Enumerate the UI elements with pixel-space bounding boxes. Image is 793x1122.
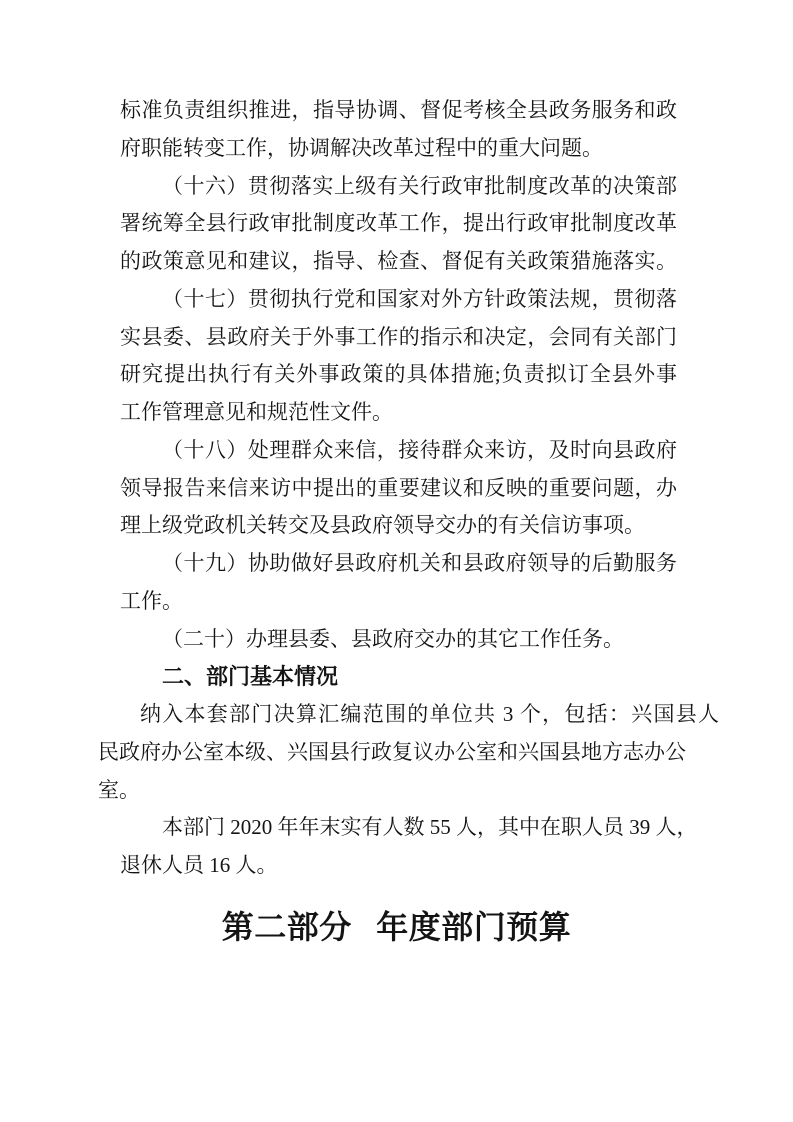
text-line: 的政策意见和建议，指导、检查、督促有关政策猎施落实。 <box>120 249 677 273</box>
text-line: （十九）协助做好县政府机关和县政府领导的后勤服务 <box>162 551 677 575</box>
document-body <box>98 92 719 885</box>
text-line: 署统筹全县行政审批制度改革工作，提出行政审批制度改革 <box>120 211 677 236</box>
text-line: （十八）处理群众来信，接待群众来访，及时向县政府 <box>162 437 677 462</box>
text-line: 室。 <box>98 777 140 802</box>
text-line: （二十）办理县委、县政府交办的其它工作任务。 <box>162 626 624 651</box>
text-line: 工作管理意见和规范性文件。 <box>120 400 393 424</box>
text-line: 工作。 <box>120 588 183 613</box>
text-line: 府职能转变工作，协调解决改革过程中的重大问题。 <box>120 135 603 160</box>
section-heading: 二、部门基本情况 <box>162 664 339 690</box>
text-line: 纳入本套部门决算汇编范围的单位共 3 个，包括：兴国县人 <box>140 702 719 726</box>
text-line: 民政府办公室本级、兴国县行政复议办公室和兴国县地方志办公 <box>98 739 686 764</box>
text-line: 研究提出执行有关外事政策的具体措施;负责拟订全县外事 <box>120 362 677 387</box>
text-line: 实县委、县政府关于外事工作的指示和决定，会同有关部门 <box>120 324 677 349</box>
text-line: 退休人员 16 人。 <box>120 853 278 877</box>
text-line: 领导报告来信来访中提出的重要建议和反映的重要问题，办 <box>120 475 677 500</box>
text-line: （十六）贯彻落实上级有关行政审批制度改革的决策部 <box>162 173 677 198</box>
text-line: 标准负责组织推进，指导协调、督促考核全县政务服务和政 <box>120 98 677 122</box>
text-line: 理上级党政机关转交及县政府领导交办的有关信访事项。 <box>120 513 645 538</box>
text-line: 本部门 2020 年年末实有人数 55 人，其中在职人员 39 人， <box>162 815 698 840</box>
part-title: 第二部分 年度部门预算 <box>221 909 572 945</box>
text-line: （十七）贯彻执行党和国家对外方针政策法规，贯彻落 <box>162 286 677 311</box>
